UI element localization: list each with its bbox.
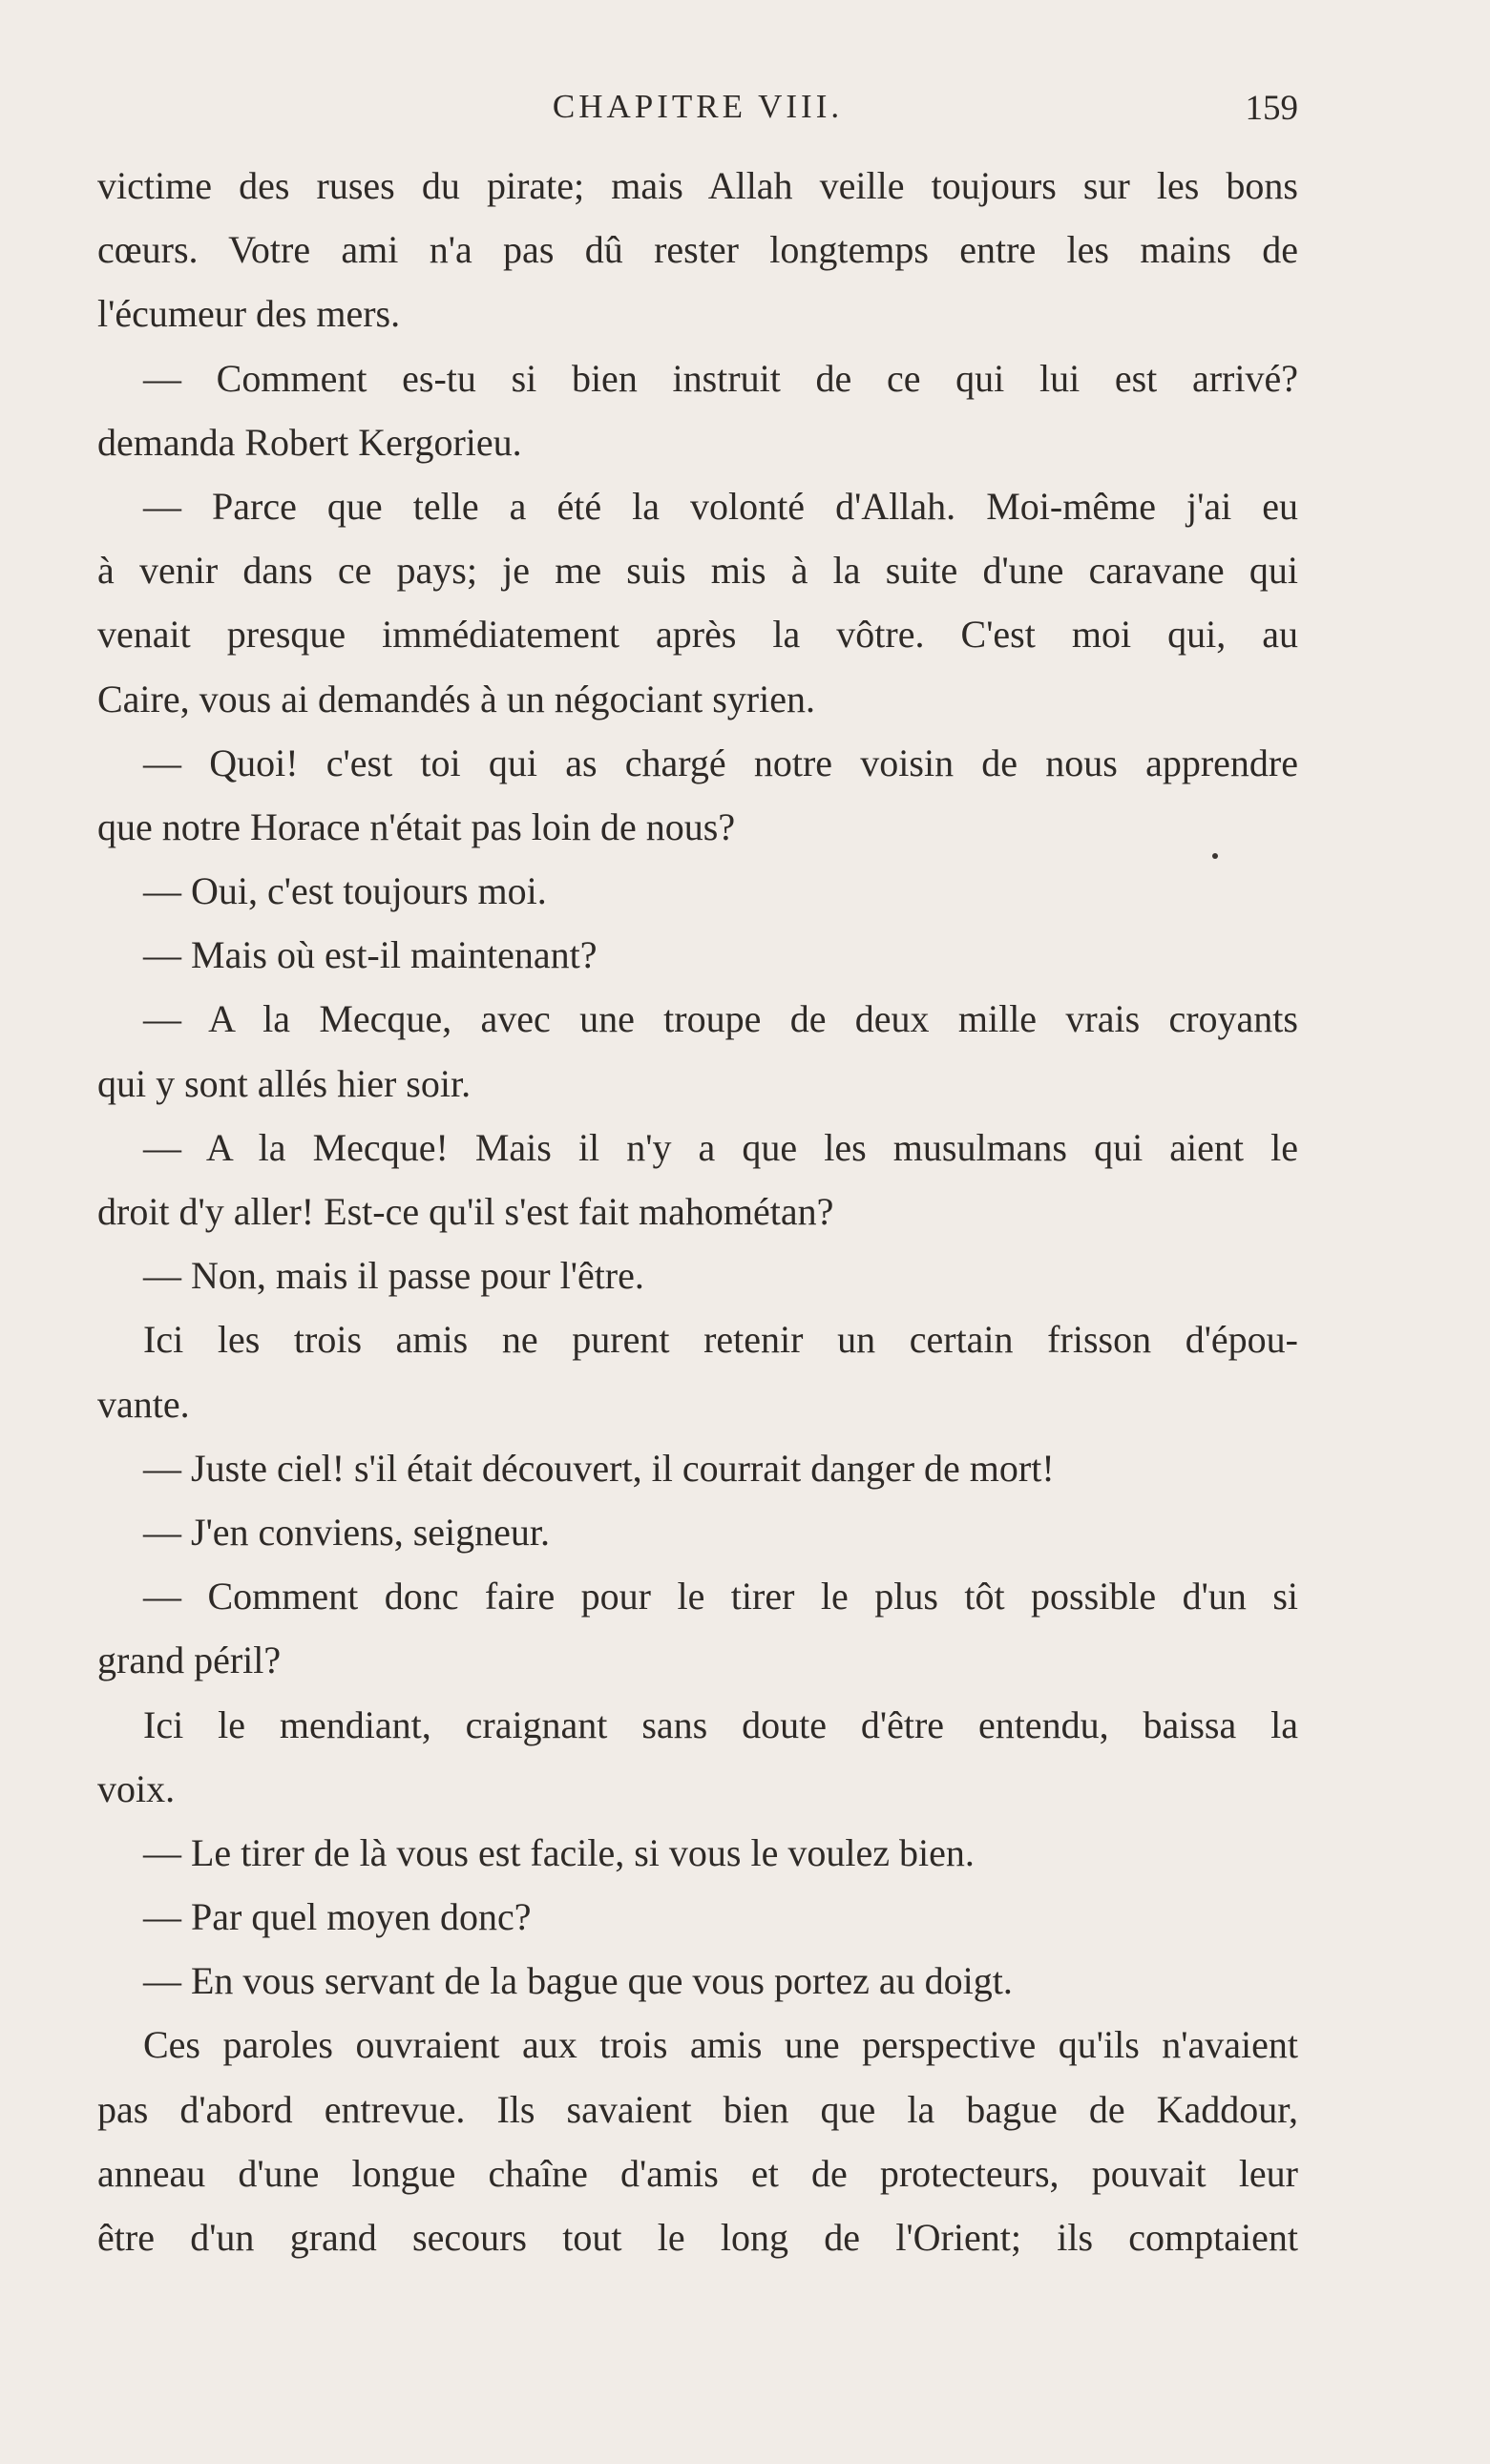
text-line: — Parce que telle a été la volonté d'Allah. Moi-même j'ai eu <box>143 484 1298 528</box>
text-line: vante. <box>97 1382 190 1426</box>
text-line: — Quoi! c'est toi qui as chargé notre voisin de nous apprendre <box>143 741 1298 784</box>
text-line: l'écumeur des mers. <box>97 292 401 336</box>
text-line: victime des ruses du pirate; mais Allah veille toujours sur les bons <box>97 164 1298 207</box>
text-line: pas d'abord entrevue. Ils savaient bien que la bague de Kaddour, <box>97 2087 1298 2131</box>
text-line: — Comment donc faire pour le tirer le plus tôt possible d'un si <box>143 1575 1298 1618</box>
text-line: — Comment es-tu si bien instruit de ce qui lui est arrivé? <box>143 356 1298 400</box>
text-line: — Par quel moyen donc? <box>143 1895 532 1939</box>
text-line: — Juste ciel! s'il était découvert, il courrait danger de mort! <box>143 1446 1055 1490</box>
text-line: Caire, vous ai demandés à un négociant syrien. <box>97 677 815 720</box>
text-line: Ces paroles ouvraient aux trois amis une perspective qu'ils n'avaient <box>143 2023 1298 2067</box>
text-line: demanda Robert Kergorieu. <box>97 420 522 464</box>
text-line: anneau d'une longue chaîne d'amis et de protecteurs, pouvait leur <box>97 2151 1298 2195</box>
text-line: Ici le mendiant, craignant sans doute d'être entendu, baissa la <box>143 1702 1298 1746</box>
text-line: — A la Mecque! Mais il n'y a que les musulmans qui aient le <box>143 1125 1298 1169</box>
text-line: — Mais où est-il maintenant? <box>143 933 598 977</box>
text-line: — A la Mecque, avec une troupe de deux mille vrais croyants <box>143 997 1298 1041</box>
text-line: à venir dans ce pays; je me suis mis à la suite d'une caravane qui <box>97 549 1298 593</box>
text-line: — En vous servant de la bague que vous portez au doigt. <box>143 1959 1013 2003</box>
text-line: — Le tirer de là vous est facile, si vous le voulez bien. <box>143 1830 975 1874</box>
page-body-text <box>97 154 1298 2269</box>
text-line: être d'un grand secours tout le long de l'Orient; ils comptaient <box>97 2216 1298 2259</box>
text-line: grand péril? <box>97 1639 282 1682</box>
text-line: voix. <box>97 1766 176 1810</box>
running-header <box>97 88 1298 136</box>
text-line: — Non, mais il passe pour l'être. <box>143 1254 644 1298</box>
text-line: — J'en conviens, seigneur. <box>143 1510 551 1554</box>
print-speck <box>1212 853 1218 859</box>
text-line: cœurs. Votre ami n'a pas dû rester longtemps entre les mains de <box>97 228 1298 272</box>
text-line: qui y sont allés hier soir. <box>97 1061 472 1105</box>
chapter-title: CHAPITRE VIII. <box>552 88 844 125</box>
text-line: que notre Horace n'était pas loin de nous? <box>97 804 736 848</box>
page-number: 159 <box>1245 89 1298 128</box>
text-line: droit d'y aller! Est-ce qu'il s'est fait mahométan? <box>97 1190 834 1233</box>
text-line: — Oui, c'est toujours moi. <box>143 869 547 913</box>
text-line: Ici les trois amis ne purent retenir un certain frisson d'épou- <box>143 1318 1298 1362</box>
text-line: venait presque immédiatement après la vôtre. C'est moi qui, au <box>97 613 1298 657</box>
